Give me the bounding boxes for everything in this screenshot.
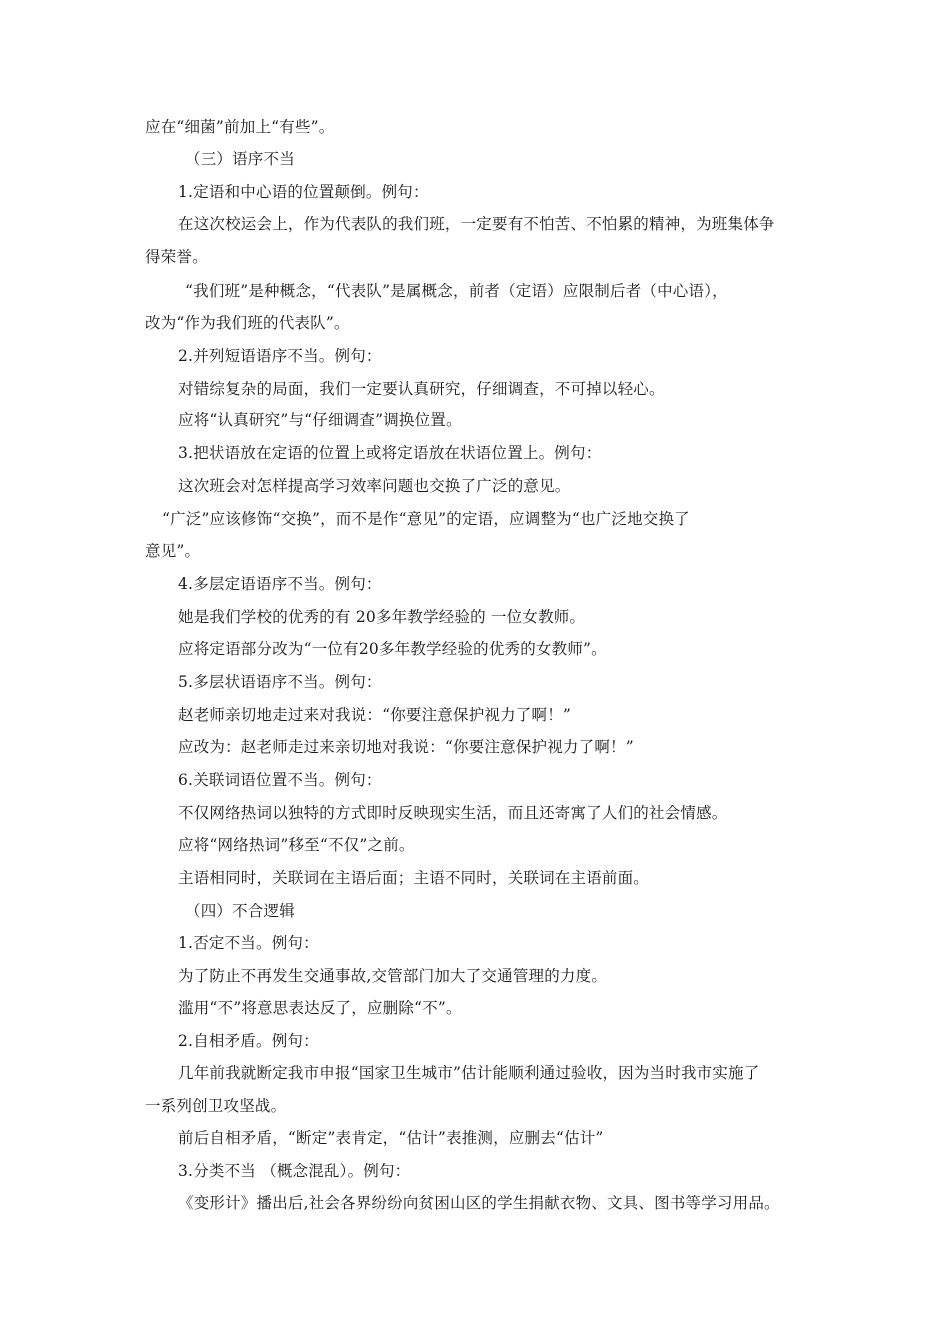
section-heading: （四）不合逻辑 <box>185 902 295 920</box>
text-line: 《变形计》播出后,社会各界纷纷向贫困山区的学生捐献衣物、文具、图书等学习用品。 <box>178 1194 780 1212</box>
text-line: 她是我们学校的优秀的有 20多年教学经验的 一位女教师。 <box>178 608 586 626</box>
text-line: 一系列创卫攻坚战。 <box>145 1097 287 1115</box>
text-line: 前后自相矛盾，“断定”表肯定，“估计”表推测，应删去“估计” <box>178 1129 604 1147</box>
text-line: 应将“网络热词”移至“不仅”之前。 <box>178 836 415 854</box>
text-line: 3.把状语放在定语的位置上或将定语放在状语位置上。例句： <box>178 444 602 462</box>
text-line: 1.定语和中心语的位置颠倒。例句： <box>178 183 429 201</box>
text-line: 3.分类不当 （概念混乱）。例句： <box>178 1162 411 1180</box>
text-line: 6.关联词语位置不当。例句： <box>178 771 382 789</box>
text-line: 应将定语部分改为“一位有20多年教学经验的优秀的女教师”。 <box>178 640 607 658</box>
text-line: 滥用“不”将意思表达反了，应删除“不”。 <box>178 999 462 1017</box>
text-line: 几年前我就断定我市申报“国家卫生城市”估计能顺利通过验收，因为当时我市实施了 <box>178 1064 760 1082</box>
text-line: 应改为：赵老师走过来亲切地对我说：“你要注意保护视力了啊！” <box>178 738 634 756</box>
text-line: 应在“细菌”前加上“有些”。 <box>145 118 335 136</box>
text-line: 对错综复杂的局面，我们一定要认真研究，仔细调查，不可掉以轻心。 <box>178 380 665 398</box>
text-line: 意见”。 <box>145 542 201 560</box>
text-line: 5.多层状语语序不当。例句： <box>178 673 382 691</box>
text-line: 1.否定不当。例句： <box>178 934 319 952</box>
text-line: 不仅网络热词以独特的方式即时反映现实生活，而且还寄寓了人们的社会情感。 <box>178 804 728 822</box>
text-line: “我们班”是种概念，“代表队”是属概念，前者（定语）应限制后者（中心语）， <box>185 282 728 300</box>
text-line: 在这次校运会上，作为代表队的我们班，一定要有不怕苦、不怕累的精神，为班集体争 <box>178 215 775 233</box>
text-line: 应将“认真研究”与“仔细调查”调换位置。 <box>178 411 462 429</box>
section-heading: （三）语序不当 <box>185 150 295 168</box>
text-line: 改为“作为我们班的代表队”。 <box>145 314 350 332</box>
text-line: 赵老师亲切地走过来对我说：“你要注意保护视力了啊！” <box>178 706 572 724</box>
text-line: 得荣誉。 <box>145 248 208 266</box>
text-line: 2.自相矛盾。例句： <box>178 1032 319 1050</box>
text-line: 2.并列短语语序不当。例句： <box>178 347 382 365</box>
text-line: 4.多层定语语序不当。例句： <box>178 575 382 593</box>
text-line: “广泛”应该修饰“交换”，而不是作“意见”的定语，应调整为“也广泛地交换了 <box>162 510 690 528</box>
text-line: 主语相同时，关联词在主语后面；主语不同时，关联词在主语前面。 <box>178 869 650 887</box>
text-line: 为了防止不再发生交通事故,交管部门加大了交通管理的力度。 <box>178 967 608 985</box>
text-line: 这次班会对怎样提高学习效率问题也交换了广泛的意见。 <box>178 477 571 495</box>
